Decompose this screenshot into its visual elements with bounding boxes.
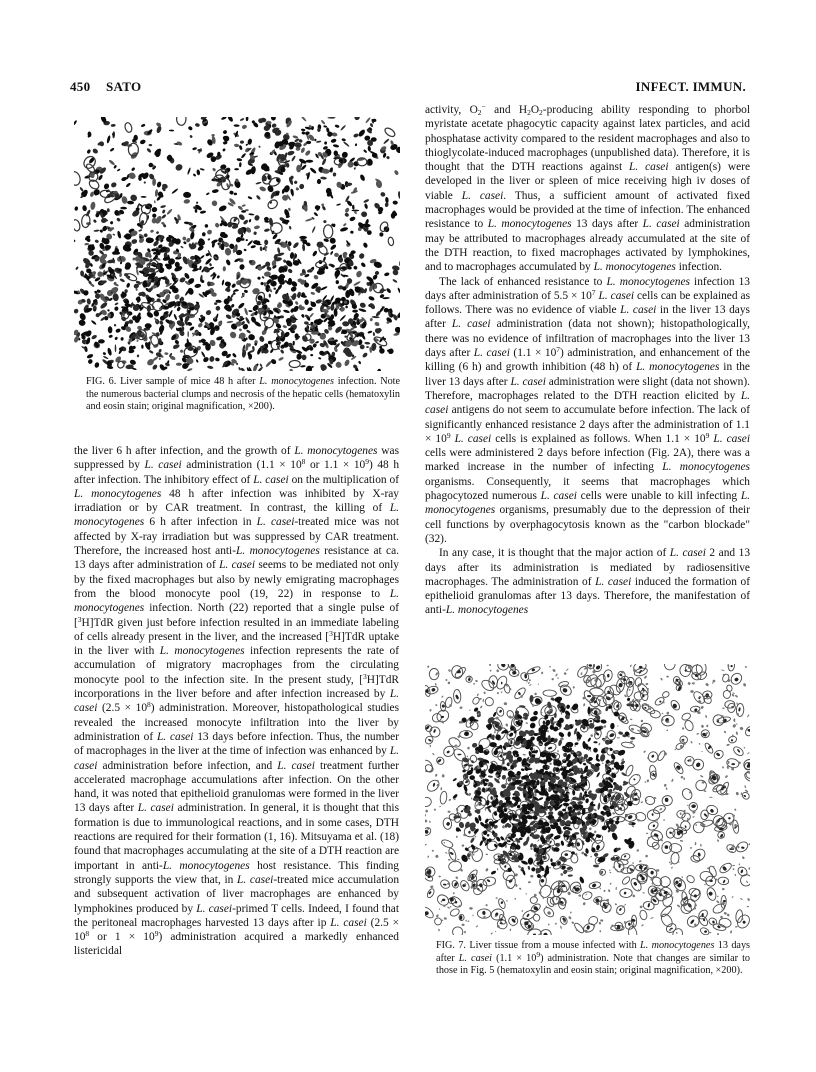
figure-7-micrograph: [425, 664, 750, 935]
left-column-text: [74, 444, 399, 959]
figure-7-label: FIG. 7.: [436, 940, 466, 951]
right-paragraph-1: activity, $O_2^-$ and $H_2O_2$-producing ability responding to phorbol myristate acetate phagocytic capacity against latex particles, and acid phosphatase activity compared to the resident macrophages and also to thioglycolate-induced macrophages (unpublished data). Therefore, it is thought that the DTH reactions against L. casei antigen(s) were developed in the liver or spleen of mice receiving high iv doses of viable L. casei. Thus, a sufficient amount of activated fixed macrophages would be provided at the time of infection. The enhanced resistance to L. monocytogenes 13 days after L. casei administration may be attributed to macrophages already accumulated at the site of the DTH reaction, to fixed macrophages activated by lymphokines, and to macrophages accumulated by L. monocytogenes infection.: [425, 102, 751, 274]
caption-exponent: 9: [536, 949, 541, 959]
liver-micrograph-icon: [74, 117, 400, 371]
caption-organism: L. monocytogenes: [640, 940, 715, 951]
right-paragraph-3: In any case, it is thought that the major action of L. casei 2 and 13 days after its administration is mediated by radiosensitive macrophages. The administration of L. casei induced the formation of epithelioid granulomas after 13 days. Therefore, the manifestation of anti-L. monocytogenes: [425, 547, 751, 617]
caption-organism: L. monocytogenes: [259, 376, 335, 387]
left-paragraph-1: the liver 6 h after infection, and the growth of L. monocytogenes was suppressed by L. casei administration ($1.1 \times 10^8$ or $1.1 \times 10^9$) 48 h after infection. The inhibitory effect of L. casei on the multiplication of L. monocytogenes 48 h after infection was inhibited by X-ray irradiation or by CAR treatment. In contrast, the killing of L. monocytogenes 6 h after infection in L. casei-treated mice was not affected by X-ray irradiation but was suppressed by CAR treatment. Therefore, the increased host anti-L. monocytogenes resistance at ca. 13 days after administration of L. casei seems to be mediated not only by the fixed macrophages but also by newly emigrating macrophages from the blood monocyte pool (19, 22) in response to L. monocytogenes infection. North (22) reported that a single pulse of [$^3$H]TdR given just before infection resulted in an immediate labeling of cells already present in the liver, and the increased [$^3$H]TdR uptake in the liver with L. monocytogenes infection represents the rate of accumulation of migratory macrophages from the circulating monocyte pool to the infection site. In the present study, [$^3$H]TdR incorporations in the liver before and after infection increased by L. casei $(2.5 \times 10^8)$ administration. Moreover, histopathological studies revealed the increased monocyte infiltration into the liver by administration of L. casei 13 days before infection. Thus, the number of macrophages in the liver at the time of infection was enhanced by L. casei administration before infection, and L. casei treatment further accelerated macrophage accumulations after infection. On the other hand, it was noted that epithelioid granulomas were formed in the liver 13 days after L. casei administration. In general, it is thought that this formation is due to immunological reactions, and in some cases, DTH reactions are required for their formation (1, 16). Mitsuyama et al. (18) found that macrophages accumulating at the site of a DTH reaction are important in anti-L. monocytogenes host resistance. This finding strongly supports the view that, in L. casei-treated mice accumulation and subsequent activation of liver macrophages are enhanced by lymphokines produced by L. casei-primed T cells. Indeed, I found that the peritoneal macrophages harvested 13 days after ip L. casei ($2.5 \times 10^8$ or $1 \times 10^9$) administration acquired a markedly enhanced listericidal: [74, 445, 400, 958]
caption-text: 13 days after: [436, 940, 751, 964]
caption-text: Liver tissue from a mouse infected with: [469, 940, 641, 951]
figure-6-micrograph: [74, 117, 400, 371]
figure-7-caption: [436, 940, 750, 978]
right-column-text: [425, 103, 750, 618]
running-author: SATO: [106, 79, 142, 94]
caption-text: ) administration. Note that changes are similar to those in Fig. 5 (hematoxylin and eosin stain; original magnification, ×200).: [436, 952, 750, 977]
caption-text: (1.1 × 10: [491, 952, 537, 964]
caption-text: infection. Note the numerous bacterial clumps and necrosis of the hepatic cells (hematoxylin and eosin stain; original magnification, ×200).: [86, 376, 401, 413]
figure-6-caption: [86, 376, 400, 414]
page-number: 450: [70, 79, 91, 94]
caption-text: Liver sample of mice 48 h after: [120, 376, 260, 387]
liver-tissue-micrograph-icon: [425, 664, 750, 935]
figure-6-label: FIG. 6.: [86, 376, 117, 387]
running-header: [70, 79, 746, 99]
journal-name: INFECT. IMMUN.: [635, 79, 746, 94]
caption-organism: L. casei: [458, 952, 492, 964]
right-paragraph-2: The lack of enhanced resistance to L. monocytogenes infection 13 days after administration of $5.5 \times 10^7$ L. casei cells can be explained as follows. There was no evidence of viable L. casei in the liver 13 days after L. casei administration (data not shown); histopathologically, there was no evidence of infiltration of macrophages into the liver 13 days after L. casei $(1.1 \times 10^7)$ administration, and enhancement of the killing (6 h) and growth inhibition (48 h) of L. monocytogenes in the liver 13 days after L. casei administration were slight (data not shown). Therefore, macrophages related to the DTH reaction elicited by L. casei antigens do not seem to accumulate before infection. The lack of significantly enhanced resistance 2 days after the administration of $1.1 \times 10^9$ L. casei cells is explained as follows. When $1.1 \times 10^9$ L. casei cells were administered 2 days before infection (Fig. 2A), there was a marked increase in the number of infecting L. monocytogenes organisms. Consequently, it seems that macrophages which phagocytozed numerous L. casei cells were unable to kill infecting L. monocytogenes organisms, presumably due to the depression of their cell functions by overphagocytosis known as the "carbon blockade" (32).: [425, 275, 751, 545]
